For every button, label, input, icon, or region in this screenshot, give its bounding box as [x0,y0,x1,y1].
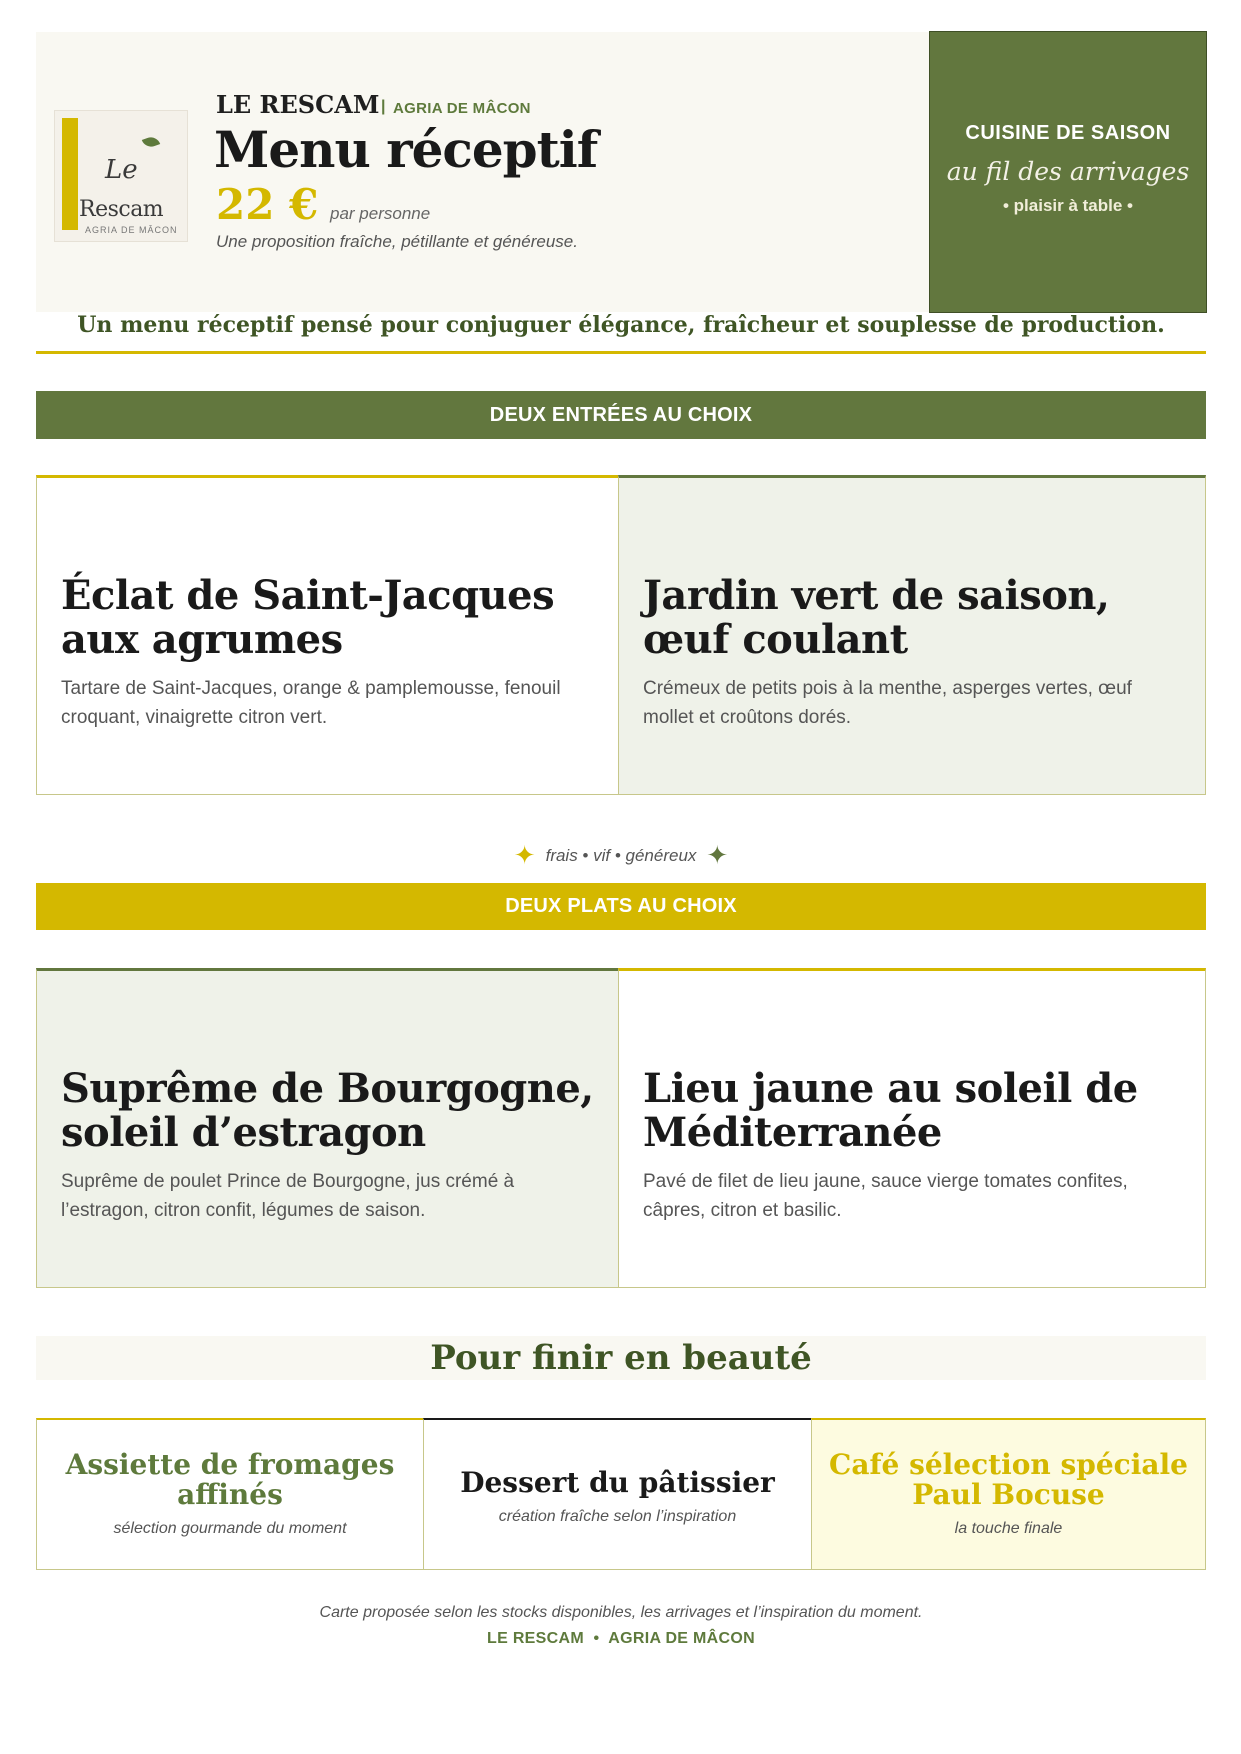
tagline: Une proposition fraîche, pétillante et généreuse. [216,232,578,251]
divider-text: frais • vif • généreux [545,846,697,865]
entree-title-2: Jardin vert de saison, œuf coulant [643,572,1110,663]
plat-title-1: Suprême de Bourgogne, soleil d’estragon [61,1065,594,1156]
page-title: Menu réceptif [214,120,598,179]
brand-subtitle: AGRIA DE MÂCON [393,100,531,117]
entree-card-1 [36,475,619,795]
plat-description-2: Pavé de filet de lieu jaune, sauce vierge tomates confites, câpres, citron et basilic. [643,1171,1128,1221]
entree-title-1: Éclat de Saint-Jacques aux agrumes [61,572,555,663]
brand-name: LE RESCAM [216,90,380,119]
header [36,32,1206,312]
section-divider [36,840,1206,871]
logo-name: Rescam [79,197,164,222]
footer-note: Carte proposée selon les stocks disponibles, les arrivages et l’inspiration du moment. [319,1604,923,1621]
finale-title-2: Dessert du pâtissier [460,1466,775,1499]
divider-rule [36,351,1206,354]
finale-item-cheese [36,1418,424,1570]
logo-sub: AGRIA DE MÂCON [85,225,178,235]
finale-subtitle-3: la touche finale [954,1520,1063,1537]
season-box [929,31,1207,313]
footer-brand: LE RESCAM • AGRIA DE MÂCON [487,1630,755,1647]
entree-description-1: Tartare de Saint-Jacques, orange & pamplemousse, fenouil croquant, vinaigrette citron vert. [61,678,561,728]
entree-description-2: Crémeux de petits pois à la menthe, asperges vertes, œuf mollet et croûtons dorés. [643,678,1132,728]
season-middle: au fil des arrivages [946,157,1190,186]
finale-subtitle-2: création fraîche selon l’inspiration [498,1508,737,1525]
entrees-heading: DEUX ENTRÉES AU CHOIX [36,391,1206,439]
finale-title-1: Assiette de fromages affinés [65,1448,395,1511]
star-icon: ✦ [706,840,729,870]
plats-heading: DEUX PLATS AU CHOIX [36,883,1206,930]
plat-description-1: Suprême de poulet Prince de Bourgogne, jus crémé à l’estragon, citron confit, légumes de saison. [61,1171,515,1221]
star-icon: ✦ [513,840,536,870]
finale-subtitle-1: sélection gourmande du moment [113,1520,347,1537]
intro-text: Un menu réceptif pensé pour conjuguer élégance, fraîcheur et souplesse de production. [77,312,1165,338]
plat-title-2: Lieu jaune au soleil de Méditerranée [643,1065,1138,1156]
season-bottom: • plaisir à table • [1002,196,1133,215]
finale-heading: Pour finir en beauté [36,1336,1206,1380]
season-top: CUISINE DE SAISON [965,122,1171,144]
price: 22 € [216,180,319,229]
finale-item-coffee [811,1418,1206,1570]
logo-bar [62,118,78,230]
plat-card-2 [618,968,1206,1288]
per-person: par personne [330,204,431,223]
logo [54,110,188,242]
logo-le: Le [105,155,138,185]
plat-card-1 [36,968,619,1288]
leaf-icon [142,135,160,150]
finale-item-dessert [423,1418,812,1570]
finale-title-3: Café sélection spéciale Paul Bocuse [829,1448,1188,1511]
entree-card-2 [618,475,1206,795]
brand-separator: | [381,98,386,115]
